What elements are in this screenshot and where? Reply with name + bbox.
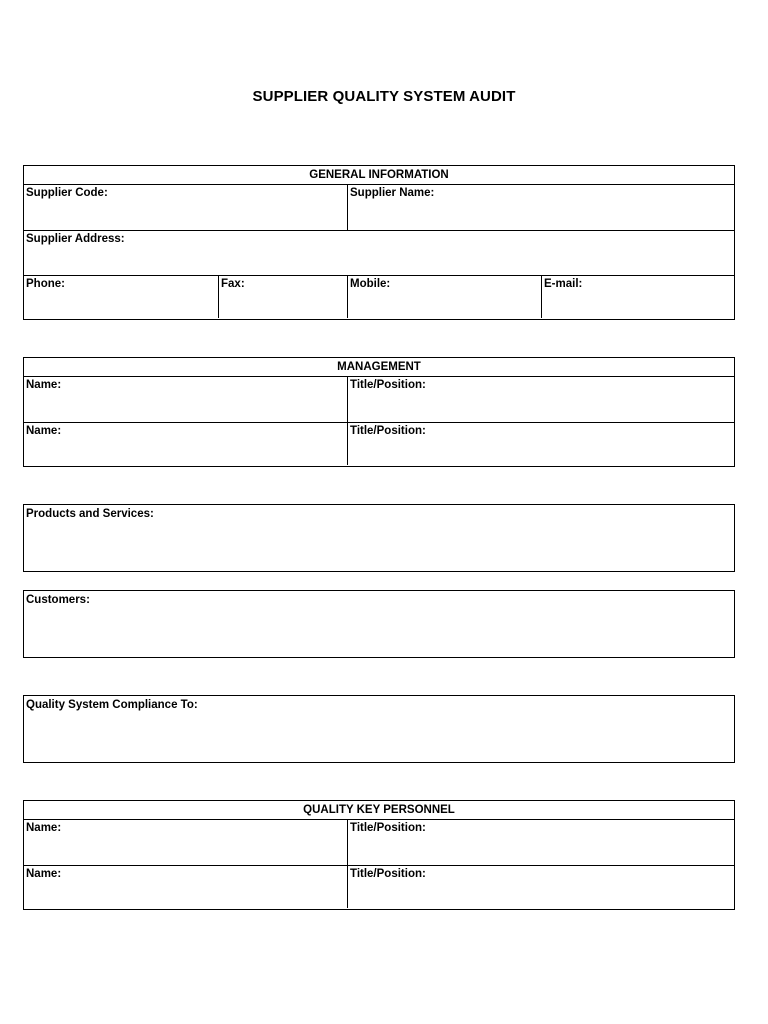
fax-field[interactable]: Fax: bbox=[218, 276, 347, 318]
customers-section bbox=[23, 590, 735, 658]
personnel-title-field[interactable]: Title/Position: bbox=[347, 866, 734, 908]
general-information-header: GENERAL INFORMATION bbox=[24, 166, 734, 185]
mobile-field[interactable]: Mobile: bbox=[347, 276, 541, 318]
quality-compliance-section bbox=[23, 695, 735, 763]
page-title: SUPPLIER QUALITY SYSTEM AUDIT bbox=[252, 88, 516, 105]
management-section bbox=[23, 357, 735, 467]
contact-row bbox=[24, 275, 734, 318]
personnel-name-field[interactable]: Name: bbox=[26, 822, 62, 834]
personnel-row bbox=[24, 865, 734, 908]
supplier-address-row bbox=[24, 230, 734, 275]
personnel-row bbox=[24, 820, 734, 865]
management-header: MANAGEMENT bbox=[24, 358, 734, 377]
supplier-code-field[interactable]: Supplier Code: bbox=[26, 187, 108, 199]
supplier-code-name-row bbox=[24, 185, 734, 230]
email-field[interactable]: E-mail: bbox=[541, 276, 734, 318]
management-row bbox=[24, 422, 734, 465]
quality-key-personnel-section bbox=[23, 800, 735, 910]
management-name-field[interactable]: Name: bbox=[26, 425, 62, 437]
personnel-name-field[interactable]: Name: bbox=[26, 868, 62, 880]
quality-compliance-field[interactable]: Quality System Compliance To: bbox=[26, 699, 198, 711]
phone-field[interactable]: Phone: bbox=[26, 278, 65, 290]
management-title-field[interactable]: Title/Position: bbox=[347, 377, 734, 422]
management-row bbox=[24, 377, 734, 422]
quality-key-personnel-header: QUALITY KEY PERSONNEL bbox=[24, 801, 734, 820]
personnel-title-field[interactable]: Title/Position: bbox=[347, 820, 734, 865]
products-services-section bbox=[23, 504, 735, 572]
supplier-address-field[interactable]: Supplier Address: bbox=[26, 233, 125, 245]
products-services-field[interactable]: Products and Services: bbox=[26, 508, 154, 520]
supplier-name-field[interactable]: Supplier Name: bbox=[347, 185, 734, 230]
management-name-field[interactable]: Name: bbox=[26, 379, 62, 391]
management-title-field[interactable]: Title/Position: bbox=[347, 423, 734, 465]
customers-field[interactable]: Customers: bbox=[26, 594, 90, 606]
general-information-section bbox=[23, 165, 735, 320]
